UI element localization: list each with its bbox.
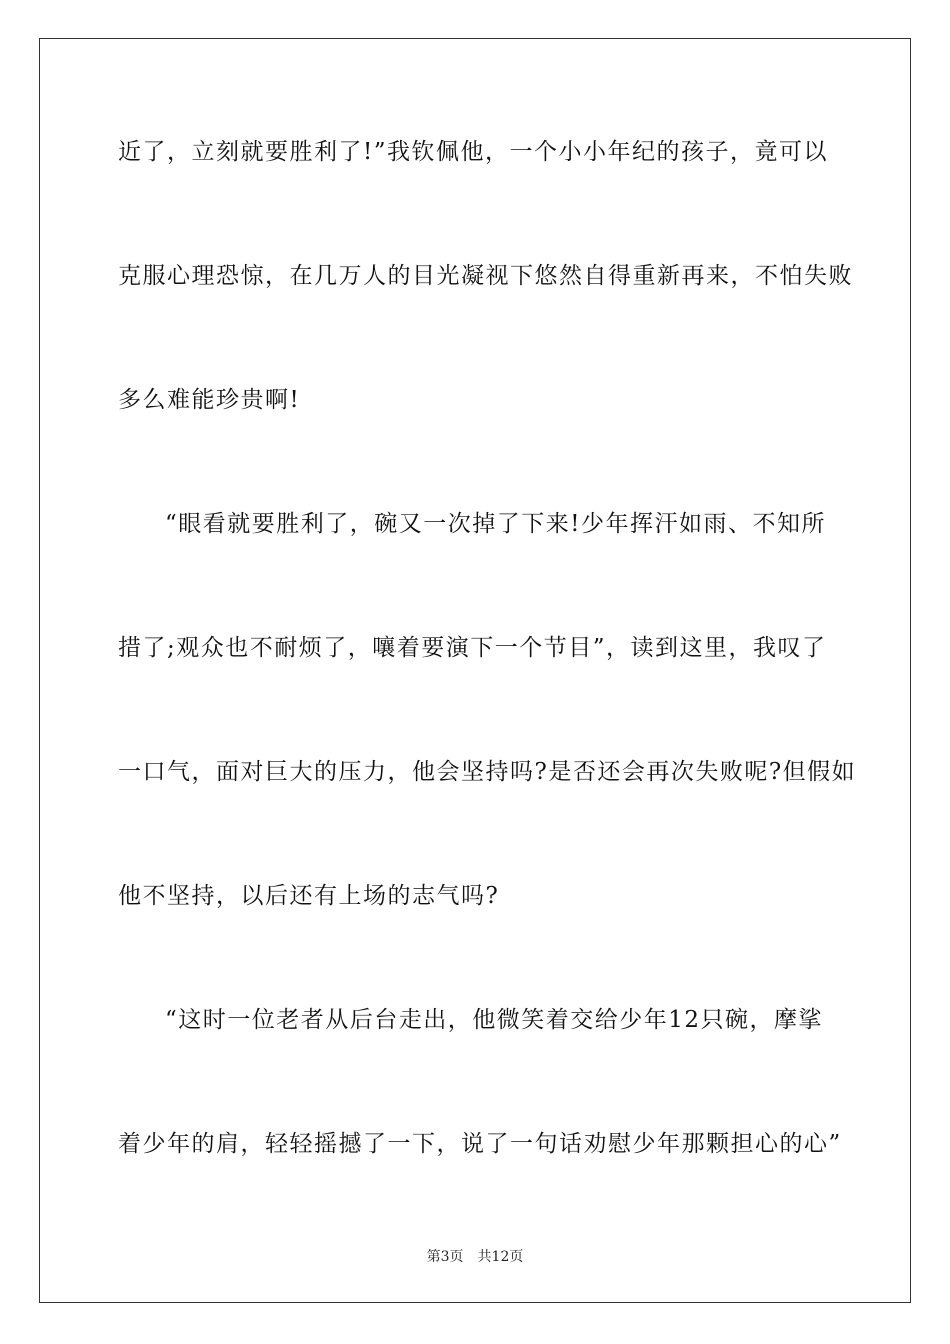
page-footer <box>0 1247 950 1267</box>
body-line-5: 措了;观众也不耐烦了，嚷着要演下一个节目”，读到这里，我叹了 <box>118 635 827 661</box>
body-line-2: 克服心理恐惊，在几万人的目光凝视下悠然自得重新再来，不怕失败 <box>118 263 853 289</box>
body-line-8: “这时一位老者从后台走出，他微笑着交给少年12只碗，摩挲 <box>165 1007 824 1033</box>
body-line-6: 一口气，面对巨大的压力，他会坚持吗?是否还会再次失败呢?但假如 <box>118 759 857 785</box>
body-line-4: “眼看就要胜利了，碗又一次掉了下来!少年挥汗如雨、不知所 <box>165 511 827 537</box>
page-total: 共12页 <box>477 1249 524 1265</box>
body-line-1: 近了，立刻就要胜利了!”我钦佩他，一个小小年纪的孩子，竟可以 <box>118 139 829 165</box>
body-line-7: 他不坚持，以后还有上场的志气吗? <box>118 883 500 909</box>
body-line-3: 多么难能珍贵啊! <box>118 387 301 413</box>
page-border <box>39 38 911 1303</box>
page-number: 第3页 <box>426 1249 464 1265</box>
body-line-9: 着少年的肩，轻轻摇撼了一下，说了一句话劝慰少年那颗担心的心” <box>118 1131 842 1157</box>
